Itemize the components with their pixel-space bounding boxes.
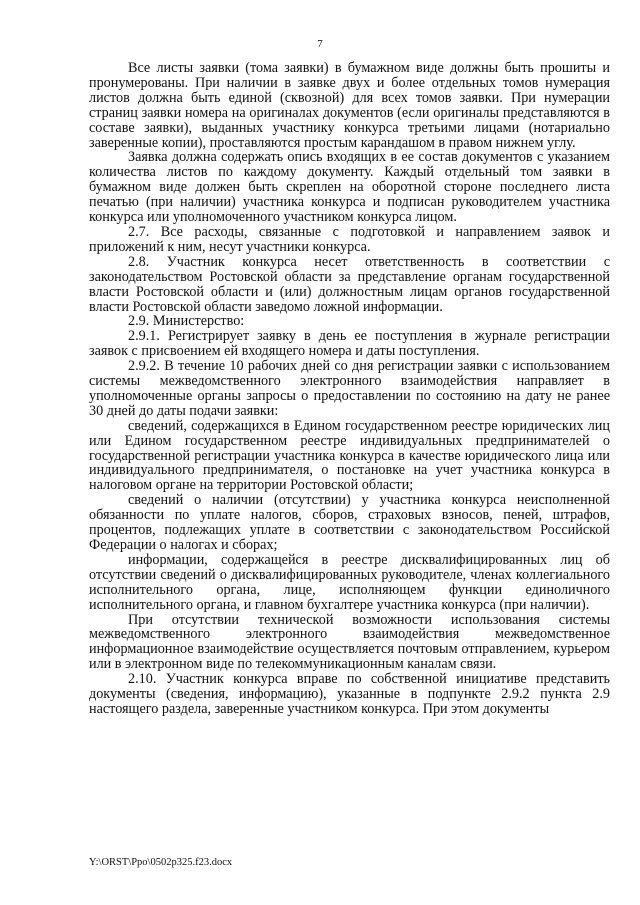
footer-file-path: Y:\ORST\Ppo\0502p325.f23.docx [89,857,233,868]
paragraph: 2.8. Участник конкурса несет ответственность в соответствии с законодательством Ростовской области за представление органам государственной власти Ростовской области и (или) должностным лицам органов государственной власти Ростовской области заведомо ложной информации. [89,253,610,315]
page-number: 7 [317,38,323,50]
paragraph: 2.7. Все расходы, связанные с подготовкой и направлением заявок и приложений к ним, несут участники конкурса. [89,223,610,255]
paragraph: сведений, содержащихся в Едином государственном реестре юридических лиц или Едином государственном реестре индивидуальных предпринимателей о государственной регистрации участника конкурса в качестве юридического лица или индивидуального предпринимателя, о постановке на учет участника конкурса в налоговом органе на территории Ростовской области; [89,417,610,494]
paragraph: 2.9.1. Регистрирует заявку в день ее поступления в журнале регистрации заявок с присвоением ей входящего номера и даты поступления. [89,328,610,360]
paragraph: Все листы заявки (тома заявки) в бумажном виде должны быть прошиты и пронумерованы. При наличии в заявке двух и более отдельных томов нумерация листов должна быть единой (сквозной) для всех томов заявки. При нумерации страниц заявки номера на оригиналах документов (если оригиналы представляются в составе заявки), выданных участнику конкурса третьими лицами (нотариально заверенные копии), проставляются простым карандашом в правом нижнем углу. [89,60,610,151]
paragraph: сведений о наличии (отсутствии) у участника конкурса неисполненной обязанности по уплате налогов, сборов, страховых взносов, пеней, штрафов, процентов, подлежащих уплате в соответствии с законодательством Российской Федерации о налогах и сборах; [89,492,610,553]
paragraph: информации, содержащейся в реестре дисквалифицированных лиц об отсутствии сведений о дисквалифицированных руководителе, членах коллегиального исполнительного органа, лице, исполняющем функции единоличного исполнительного органа, и главном бухгалтере участника конкурса (при наличии). [89,551,610,613]
paragraph: 2.9. Министерство: [128,313,245,330]
paragraph: Заявка должна содержать опись входящих в ее состав документов с указанием количества листов по каждому документу. Каждый отдельный том заявки в бумажном виде должен быть скреплен на оборотной стороне последнего листа печатью (при наличии) участника конкурса и подписан руководителем участника конкурса или уполномоченного участником конкурса лицом. [89,149,610,226]
document-body [89,61,610,717]
paragraph: 2.9.2. В течение 10 рабочих дней со дня регистрации заявки с использованием системы межведомственного электронного взаимодействия направляет в уполномоченные органы запросы о предоставлении по состоянию на дату не ранее 30 дней до даты подачи заявки: [89,358,610,419]
paragraph: При отсутствии технической возможности использования системы межведомственного электронного взаимодействия межведомственное информационное взаимодействие осуществляется почтовым отправлением, курьером или в электронном виде по телекоммуникационным каналам связи. [89,611,610,673]
paragraph: 2.10. Участник конкурса вправе по собственной инициативе представить документы (сведения, информацию), указанные в подпункте 2.9.2 пункта 2.9 настоящего раздела, заверенные участником конкурса. При этом документы [89,671,610,717]
